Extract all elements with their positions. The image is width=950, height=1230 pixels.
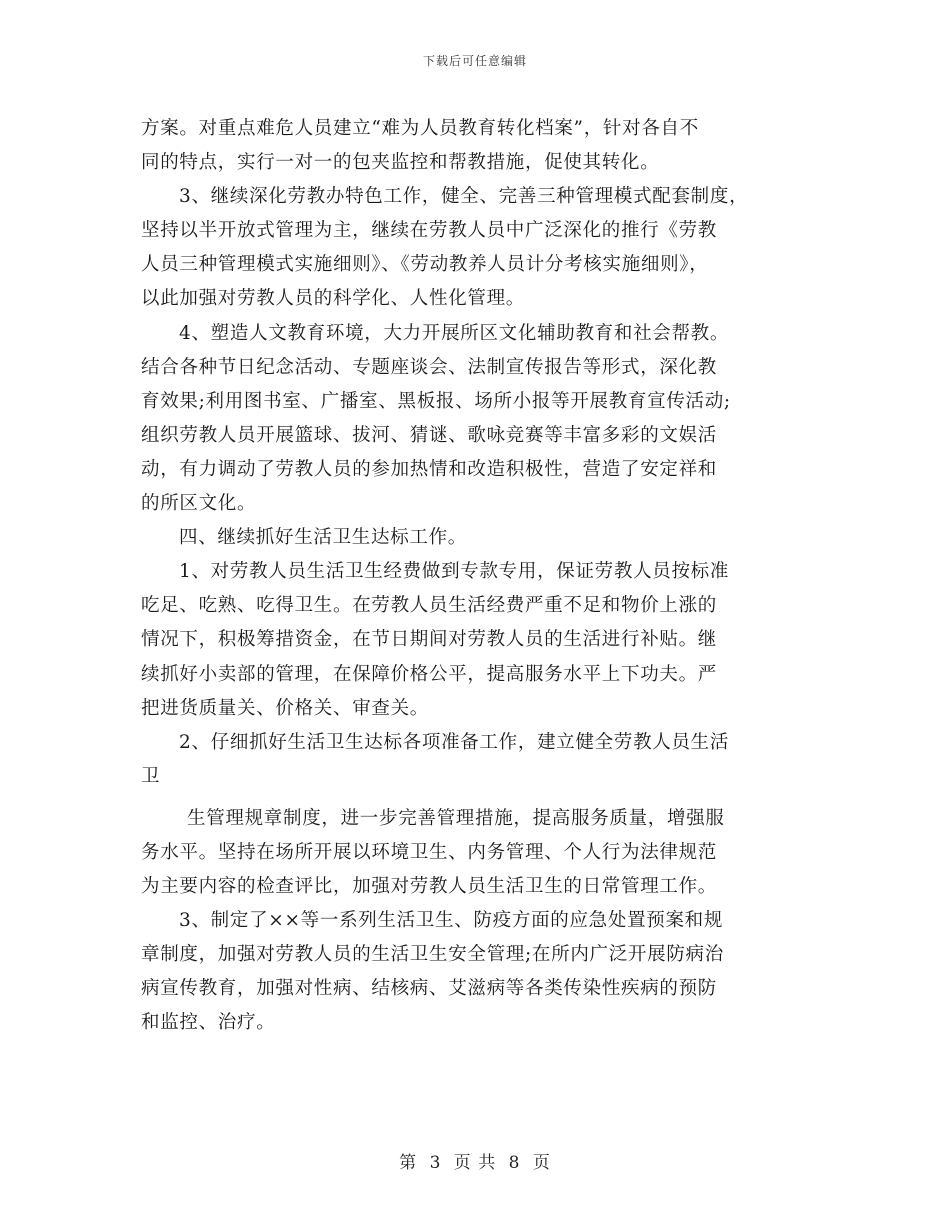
line-gap xyxy=(141,794,821,802)
text-line: 坚持以半开放式管理为主，继续在劳教人员中广泛深化的推行《劳教 xyxy=(141,220,718,242)
text-line: 方案。对重点难危人员建立“难为人员教育转化档案”，针对各自不 xyxy=(141,118,699,139)
paragraph-start: 4、塑造人文教育环境，大力开展所区文化辅助教育和社会帮教。 xyxy=(179,322,730,344)
text-line: 以此加强对劳教人员的科学化、人性化管理。 xyxy=(141,288,526,310)
text-line: 的所区文化。 xyxy=(141,493,257,515)
text-line: 动，有力调动了劳教人员的参加热情和改造积极性，营造了安定祥和 xyxy=(141,458,718,480)
text-line: 情况下，积极筹措资金，在节日期间对劳教人员的生活进行补贴。继 xyxy=(141,629,718,651)
paragraph-start: 3、继续深化劳教办特色工作，健全、完善三种管理模式配套制度， xyxy=(179,186,749,208)
footer-total-pages: 8 xyxy=(508,1153,521,1173)
text-line: 生管理规章制度，进一步完善管理措施，提高服务质量，增强服 xyxy=(187,807,725,829)
text-line: 同的特点，实行一对一的包夹监控和帮教措施，促使其转化。 xyxy=(141,152,660,174)
text-line: 把进货质量关、价格关、审查关。 xyxy=(141,697,430,719)
text-line: 组织劳教人员开展篮球、拔河、猜谜、歌咏竞赛等丰富多彩的文娱活 xyxy=(141,424,718,446)
text-line: 人员三种管理模式实施细则》、《劳动教养人员计分考核实施细则》， xyxy=(141,254,709,276)
text-line: 续抓好小卖部的管理，在保障价格公平，提高服务水平上下功夫。严 xyxy=(141,663,718,685)
document-body xyxy=(141,112,821,1041)
text-line: 务水平。坚持在场所开展以环境卫生、内务管理、个人行为法律规范 xyxy=(141,841,718,863)
paragraph-start: 3、制定了××等一系列生活卫生、防疫方面的应急处置预案和规 xyxy=(179,910,724,932)
text-line: 病宣传教育，加强对性病、结核病、艾滋病等各类传染性疾病的预防 xyxy=(141,978,718,1000)
footer-suffix: 页 xyxy=(532,1153,551,1173)
footer-prefix: 第 xyxy=(399,1153,418,1173)
text-line: 为主要内容的检查评比，加强对劳教人员生活卫生的日常管理工作。 xyxy=(141,876,718,898)
section-heading: 四、继续抓好生活卫生达标工作。 xyxy=(179,527,468,549)
paragraph-start: 2、仔细抓好生活卫生达标各项准备工作，建立健全劳教人员生活 xyxy=(179,731,730,753)
footer-middle: 页 共 xyxy=(453,1153,497,1173)
text-line: 和监控、治疗。 xyxy=(141,1012,276,1034)
text-line: 育效果;利用图书室、广播室、黑板报、场所小报等开展教育宣传活动; xyxy=(141,390,731,412)
footer-page-number: 3 xyxy=(429,1153,442,1173)
page-header-note: 下载后可任意编辑 xyxy=(422,54,527,68)
text-line: 结合各种节日纪念活动、专题座谈会、法制宣传报告等形式，深化教 xyxy=(141,356,718,378)
paragraph-start: 1、对劳教人员生活卫生经费做到专款专用，保证劳教人员按标准 xyxy=(179,561,730,583)
text-line: 卫 xyxy=(141,765,161,787)
text-line: 吃足、吃熟、吃得卫生。在劳教人员生活经费严重不足和物价上涨的 xyxy=(141,595,718,617)
page-footer xyxy=(0,1148,950,1173)
text-line: 章制度，加强对劳教人员的生活卫生安全管理;在所内广泛开展防病治 xyxy=(141,944,724,966)
